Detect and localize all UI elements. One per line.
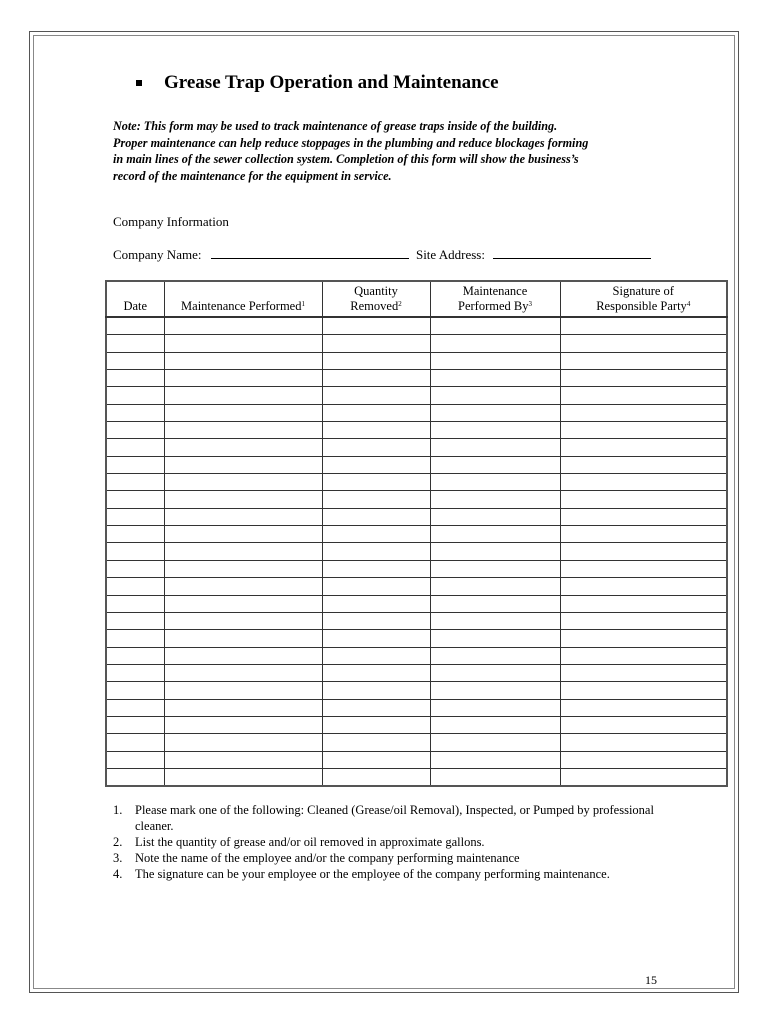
- table-cell[interactable]: [322, 699, 430, 716]
- header-text: Performed By: [458, 299, 529, 313]
- table-cell[interactable]: [560, 751, 727, 768]
- table-cell[interactable]: [322, 630, 430, 647]
- table-cell[interactable]: [164, 595, 322, 612]
- table-cell[interactable]: [322, 352, 430, 369]
- table-row: [106, 682, 727, 699]
- table-cell[interactable]: [106, 716, 164, 733]
- table-cell[interactable]: [322, 751, 430, 768]
- table-cell[interactable]: [430, 578, 560, 595]
- table-cell[interactable]: [106, 578, 164, 595]
- table-cell[interactable]: [106, 768, 164, 786]
- table-cell[interactable]: [164, 508, 322, 525]
- table-cell[interactable]: [430, 630, 560, 647]
- table-cell[interactable]: [164, 543, 322, 560]
- table-cell[interactable]: [106, 317, 164, 335]
- table-cell[interactable]: [106, 630, 164, 647]
- table-cell[interactable]: [560, 474, 727, 491]
- table-cell[interactable]: [560, 699, 727, 716]
- table-cell[interactable]: [164, 578, 322, 595]
- footnote-number: 4.: [113, 867, 123, 881]
- table-cell[interactable]: [322, 370, 430, 387]
- table-cell[interactable]: [106, 370, 164, 387]
- table-cell[interactable]: [322, 404, 430, 421]
- table-row: [106, 647, 727, 664]
- table-cell[interactable]: [560, 404, 727, 421]
- table-cell[interactable]: [560, 370, 727, 387]
- table-row: [106, 699, 727, 716]
- square-bullet-icon: [136, 80, 142, 86]
- table-cell[interactable]: [106, 699, 164, 716]
- table-cell[interactable]: [322, 595, 430, 612]
- table-cell[interactable]: [106, 456, 164, 473]
- table-cell[interactable]: [106, 682, 164, 699]
- header-text: Responsible Party: [596, 299, 687, 313]
- table-cell[interactable]: [164, 370, 322, 387]
- table-row: [106, 317, 727, 335]
- table-cell[interactable]: [322, 716, 430, 733]
- table-cell[interactable]: [430, 526, 560, 543]
- table-cell[interactable]: [560, 352, 727, 369]
- page-title: Grease Trap Operation and Maintenance: [164, 72, 499, 93]
- table-cell[interactable]: [106, 422, 164, 439]
- table-cell[interactable]: [430, 474, 560, 491]
- column-header-signature: [560, 281, 727, 317]
- table-cell[interactable]: [430, 751, 560, 768]
- table-body: [106, 317, 727, 786]
- footnote-text: List the quantity of grease and/or oil removed in approximate gallons.: [135, 835, 485, 849]
- table-cell[interactable]: [322, 543, 430, 560]
- table-cell[interactable]: [106, 404, 164, 421]
- table-row: [106, 422, 727, 439]
- table-cell[interactable]: [322, 422, 430, 439]
- table-cell[interactable]: [430, 387, 560, 404]
- footnote-marker: 1: [301, 300, 305, 308]
- table-cell[interactable]: [322, 317, 430, 335]
- table-cell[interactable]: [430, 456, 560, 473]
- company-info-heading: Company Information: [113, 214, 229, 229]
- table-cell[interactable]: [322, 508, 430, 525]
- header-text: Quantity: [354, 284, 398, 298]
- table-cell[interactable]: [164, 768, 322, 786]
- note-line: in main lines of the sewer collection system. Completion of this form will show the business’s: [113, 152, 579, 166]
- table-row: [106, 370, 727, 387]
- footnote-text: Please mark one of the following: Cleaned (Grease/oil Removal), Inspected, or Pumped by professional cleaner.: [135, 803, 654, 833]
- table-cell[interactable]: [164, 664, 322, 681]
- table-row: [106, 387, 727, 404]
- column-header-date: [106, 281, 164, 317]
- table-cell[interactable]: [164, 335, 322, 352]
- table-row: [106, 768, 727, 786]
- table-cell[interactable]: [106, 664, 164, 681]
- table-cell[interactable]: [430, 734, 560, 751]
- table-row: [106, 474, 727, 491]
- footnote-text: The signature can be your employee or the employee of the company performing maintenance.: [135, 867, 610, 881]
- table-cell[interactable]: [164, 491, 322, 508]
- header-text: Maintenance: [462, 284, 528, 298]
- table-row: [106, 439, 727, 456]
- table-cell[interactable]: [322, 682, 430, 699]
- note-line: record of the maintenance for the equipment in service.: [113, 168, 392, 183]
- table-row: [106, 456, 727, 473]
- table-cell[interactable]: [106, 474, 164, 491]
- table-cell[interactable]: [164, 439, 322, 456]
- table-cell[interactable]: [164, 387, 322, 404]
- footnotes-list: [113, 802, 673, 882]
- table-cell[interactable]: [560, 543, 727, 560]
- table-cell[interactable]: [322, 647, 430, 664]
- table-row: [106, 335, 727, 352]
- table-cell[interactable]: [106, 526, 164, 543]
- table-cell[interactable]: [560, 595, 727, 612]
- table-cell[interactable]: [560, 630, 727, 647]
- header-text: Maintenance Performed: [181, 299, 302, 313]
- table-cell[interactable]: [560, 508, 727, 525]
- table-cell[interactable]: [560, 456, 727, 473]
- table-cell[interactable]: [560, 526, 727, 543]
- footnote-text: Note the name of the employee and/or the company performing maintenance: [135, 851, 520, 865]
- column-header-quantity-removed: [322, 281, 430, 317]
- table-cell[interactable]: [164, 526, 322, 543]
- footnote-marker: 2: [398, 300, 402, 308]
- table-cell[interactable]: [430, 768, 560, 786]
- table-cell[interactable]: [322, 474, 430, 491]
- table-cell[interactable]: [164, 630, 322, 647]
- table-cell[interactable]: [430, 370, 560, 387]
- table-cell[interactable]: [106, 491, 164, 508]
- table-cell[interactable]: [164, 751, 322, 768]
- footnote-item: [113, 834, 673, 850]
- table-cell[interactable]: [430, 543, 560, 560]
- table-cell[interactable]: [560, 716, 727, 733]
- table-cell[interactable]: [322, 491, 430, 508]
- header-text: Signature of: [612, 284, 674, 298]
- table-cell[interactable]: [430, 491, 560, 508]
- footnote-marker: 4: [686, 300, 691, 308]
- table-cell[interactable]: [164, 317, 322, 335]
- table-cell[interactable]: [106, 543, 164, 560]
- table-cell[interactable]: [560, 664, 727, 681]
- company-name-label: Company Name:: [113, 247, 202, 262]
- table-cell[interactable]: [164, 699, 322, 716]
- note-line: Proper maintenance can help reduce stoppages in the plumbing and reduce blockages forming: [113, 135, 589, 150]
- footnote-item: [113, 850, 673, 866]
- table-cell[interactable]: [560, 387, 727, 404]
- column-header-performed-by: [430, 281, 560, 317]
- footnote-item: [113, 866, 673, 882]
- table-cell[interactable]: [430, 612, 560, 629]
- table-cell[interactable]: [106, 612, 164, 629]
- table-row: [106, 751, 727, 768]
- table-row: [106, 560, 727, 577]
- company-name-field[interactable]: [211, 247, 409, 259]
- footnote-marker: 3: [528, 300, 532, 308]
- footnote-item: [113, 802, 673, 834]
- table-cell[interactable]: [322, 734, 430, 751]
- table-cell[interactable]: [430, 422, 560, 439]
- header-text: Removed: [350, 299, 399, 313]
- table-row: [106, 716, 727, 733]
- table-cell[interactable]: [164, 647, 322, 664]
- table-cell[interactable]: [560, 734, 727, 751]
- table-cell[interactable]: [430, 352, 560, 369]
- table-cell[interactable]: [164, 352, 322, 369]
- site-address-field[interactable]: [493, 247, 651, 259]
- table-cell[interactable]: [164, 734, 322, 751]
- table-cell[interactable]: [430, 682, 560, 699]
- header-text: Date: [123, 299, 148, 313]
- table-cell[interactable]: [164, 560, 322, 577]
- table-cell[interactable]: [430, 508, 560, 525]
- table-row: [106, 543, 727, 560]
- table-row: [106, 491, 727, 508]
- table-cell[interactable]: [106, 751, 164, 768]
- table-cell[interactable]: [322, 387, 430, 404]
- table-cell[interactable]: [430, 647, 560, 664]
- table-cell[interactable]: [560, 578, 727, 595]
- table-row: [106, 404, 727, 421]
- table-cell[interactable]: [164, 474, 322, 491]
- table-cell[interactable]: [430, 335, 560, 352]
- table-cell[interactable]: [560, 422, 727, 439]
- table-cell[interactable]: [560, 647, 727, 664]
- table-cell[interactable]: [322, 456, 430, 473]
- table-row: [106, 734, 727, 751]
- table-cell[interactable]: [430, 664, 560, 681]
- table-cell[interactable]: [106, 595, 164, 612]
- note-line: Note: This form may be used to track maintenance of grease traps inside of the building.: [113, 119, 558, 133]
- footnote-number: 3.: [113, 851, 123, 865]
- table-cell[interactable]: [164, 404, 322, 421]
- page-number: 15: [645, 973, 657, 987]
- table-cell[interactable]: [560, 768, 727, 786]
- table-cell[interactable]: [322, 439, 430, 456]
- table-cell[interactable]: [430, 716, 560, 733]
- table-cell[interactable]: [106, 387, 164, 404]
- table-cell[interactable]: [106, 352, 164, 369]
- table-header-row: [106, 281, 727, 317]
- table-cell[interactable]: [106, 734, 164, 751]
- table-cell[interactable]: [322, 335, 430, 352]
- table-cell[interactable]: [164, 716, 322, 733]
- table-row: [106, 630, 727, 647]
- table-row: [106, 352, 727, 369]
- table-cell[interactable]: [430, 404, 560, 421]
- table-cell[interactable]: [106, 647, 164, 664]
- table-cell[interactable]: [322, 526, 430, 543]
- table-cell[interactable]: [322, 560, 430, 577]
- company-fields-row: [113, 247, 651, 263]
- table-cell[interactable]: [430, 699, 560, 716]
- table-cell[interactable]: [106, 439, 164, 456]
- column-header-maintenance-performed: [164, 281, 322, 317]
- table-cell[interactable]: [164, 456, 322, 473]
- table-row: [106, 508, 727, 525]
- table-cell[interactable]: [322, 664, 430, 681]
- footnote-number: 1.: [113, 803, 123, 817]
- table-cell[interactable]: [560, 439, 727, 456]
- table-cell[interactable]: [322, 578, 430, 595]
- table-cell[interactable]: [560, 317, 727, 335]
- table-cell[interactable]: [106, 560, 164, 577]
- footnote-number: 2.: [113, 835, 123, 849]
- table-cell[interactable]: [560, 682, 727, 699]
- table-cell[interactable]: [164, 612, 322, 629]
- table-cell[interactable]: [430, 317, 560, 335]
- site-address-label: Site Address:: [415, 247, 485, 262]
- table-cell[interactable]: [322, 768, 430, 786]
- table-cell[interactable]: [430, 439, 560, 456]
- table-cell[interactable]: [560, 491, 727, 508]
- table-cell[interactable]: [560, 560, 727, 577]
- table-row: [106, 595, 727, 612]
- table-cell[interactable]: [322, 612, 430, 629]
- section-heading: [136, 70, 499, 96]
- form-note: [113, 118, 673, 184]
- table-row: [106, 664, 727, 681]
- table-row: [106, 578, 727, 595]
- table-cell[interactable]: [560, 335, 727, 352]
- table-cell[interactable]: [430, 595, 560, 612]
- table-cell[interactable]: [164, 682, 322, 699]
- table-cell[interactable]: [164, 422, 322, 439]
- table-cell[interactable]: [430, 560, 560, 577]
- maintenance-log-table: [105, 280, 728, 787]
- table-row: [106, 526, 727, 543]
- table-cell[interactable]: [560, 612, 727, 629]
- table-cell[interactable]: [106, 335, 164, 352]
- table-cell[interactable]: [106, 508, 164, 525]
- table-row: [106, 612, 727, 629]
